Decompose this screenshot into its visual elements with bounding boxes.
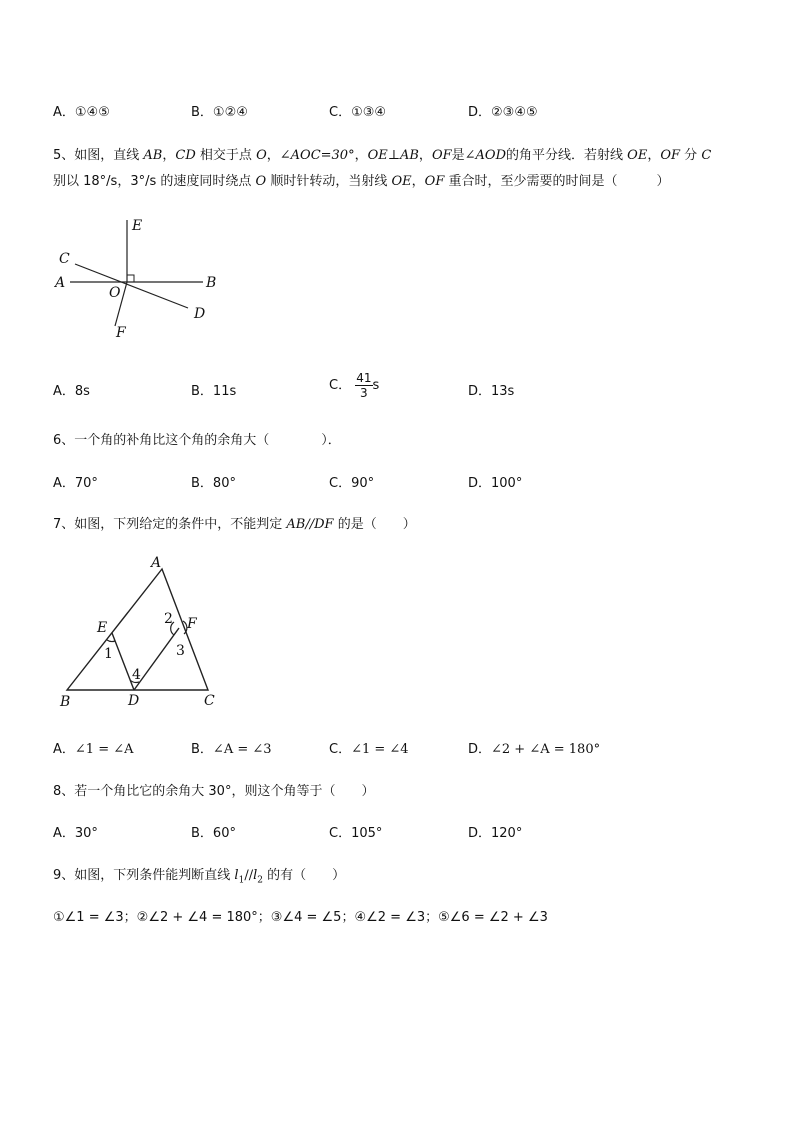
q8-option-c[interactable]: C．105°	[329, 826, 383, 841]
q5-option-d[interactable]: D．13s	[468, 384, 515, 399]
q4-options	[53, 101, 753, 121]
q5-figure	[53, 212, 228, 342]
q7-option-b[interactable]: B．∠A = ∠3	[191, 742, 272, 757]
q5-label-o: O	[109, 285, 121, 301]
q7-label-c: C	[204, 693, 215, 709]
q5-stem-line1: 5、如图，直线 AB，CD 相交于点 O，∠AOC=30°，OE⊥AB，OF是∠AOD的角平分线．若射线 OE，OF 分 C	[53, 148, 712, 163]
q7-angle-label-3: 3	[176, 643, 185, 659]
q7-figure	[53, 552, 228, 712]
q5-option-b[interactable]: B．11s	[191, 384, 237, 399]
q8-option-d[interactable]: D．120°	[468, 826, 523, 841]
q7-label-e: E	[97, 620, 108, 636]
q9-stem: 9、如图，下列条件能判断直线 $l_1//l_2$ 的有（ ）	[53, 868, 346, 886]
q5-line-cd	[75, 264, 188, 308]
q5-label-b: B	[206, 275, 217, 291]
q8-stem: 8、若一个角比它的余角大 30°，则这个角等于（ ）	[53, 784, 375, 799]
q7-label-a: A	[151, 555, 162, 571]
q4-option-b[interactable]: B．①②④	[191, 105, 248, 120]
q6-options	[53, 472, 753, 492]
q6-option-b[interactable]: B．80°	[191, 476, 236, 491]
q7-stem: 7、如图，下列给定的条件中，不能判定 AB//DF 的是（ ）	[53, 517, 416, 532]
q7-angle-label-1: 1	[104, 646, 113, 662]
q5-label-f: F	[116, 325, 126, 341]
q7-label-b: B	[60, 694, 71, 710]
q5-label-c: C	[59, 251, 70, 267]
q5-label-a: A	[55, 275, 66, 291]
q7-label-d: D	[128, 693, 140, 709]
q7-segment-ed	[112, 633, 134, 690]
q4-option-a[interactable]: A．①④⑤	[53, 105, 110, 120]
q7-label-f: F	[187, 616, 197, 632]
q8-options	[53, 822, 753, 842]
q6-option-a[interactable]: A．70°	[53, 476, 98, 491]
q5-right-angle-mark	[127, 275, 134, 282]
q5-option-a[interactable]: A．8s	[53, 384, 90, 399]
q8-option-b[interactable]: B．60°	[191, 826, 236, 841]
q7-options	[53, 738, 753, 758]
q5-stem-line2: 别以 18°/s，3°/s 的速度同时绕点 O 顺时针转动，当射线 OE，OF 重合时，至少需要的时间是（ ）	[53, 174, 670, 189]
q5-option-c[interactable]: C． $\frac{41}{3}$ s	[329, 371, 380, 400]
q5-label-e: E	[132, 218, 143, 234]
q4-option-c[interactable]: C．①③④	[329, 105, 387, 120]
q4-option-d[interactable]: D．②③④⑤	[468, 105, 538, 120]
q7-option-d[interactable]: D．∠2 + ∠A = 180°	[468, 742, 601, 757]
q7-option-c[interactable]: C．∠1 = ∠4	[329, 742, 409, 757]
q7-angle-label-2: 2	[164, 611, 173, 627]
q7-angle-arc-1	[107, 640, 115, 642]
q7-option-a[interactable]: A．∠1 = ∠A	[53, 742, 134, 757]
q7-angle-label-4: 4	[132, 667, 141, 683]
q5-label-d: D	[194, 306, 206, 322]
q6-stem: 6、一个角的补角比这个角的余角大（ ）．	[53, 433, 341, 448]
q6-option-c[interactable]: C．90°	[329, 476, 375, 491]
q9-conditions: ①∠1 = ∠3；②∠2 + ∠4 = 180°；③∠4 = ∠5；④∠2 = ∠3；⑤∠6 = ∠2 + ∠3	[53, 910, 548, 925]
q5-options	[53, 371, 753, 400]
q8-option-a[interactable]: A．30°	[53, 826, 98, 841]
q6-option-d[interactable]: D．100°	[468, 476, 523, 491]
